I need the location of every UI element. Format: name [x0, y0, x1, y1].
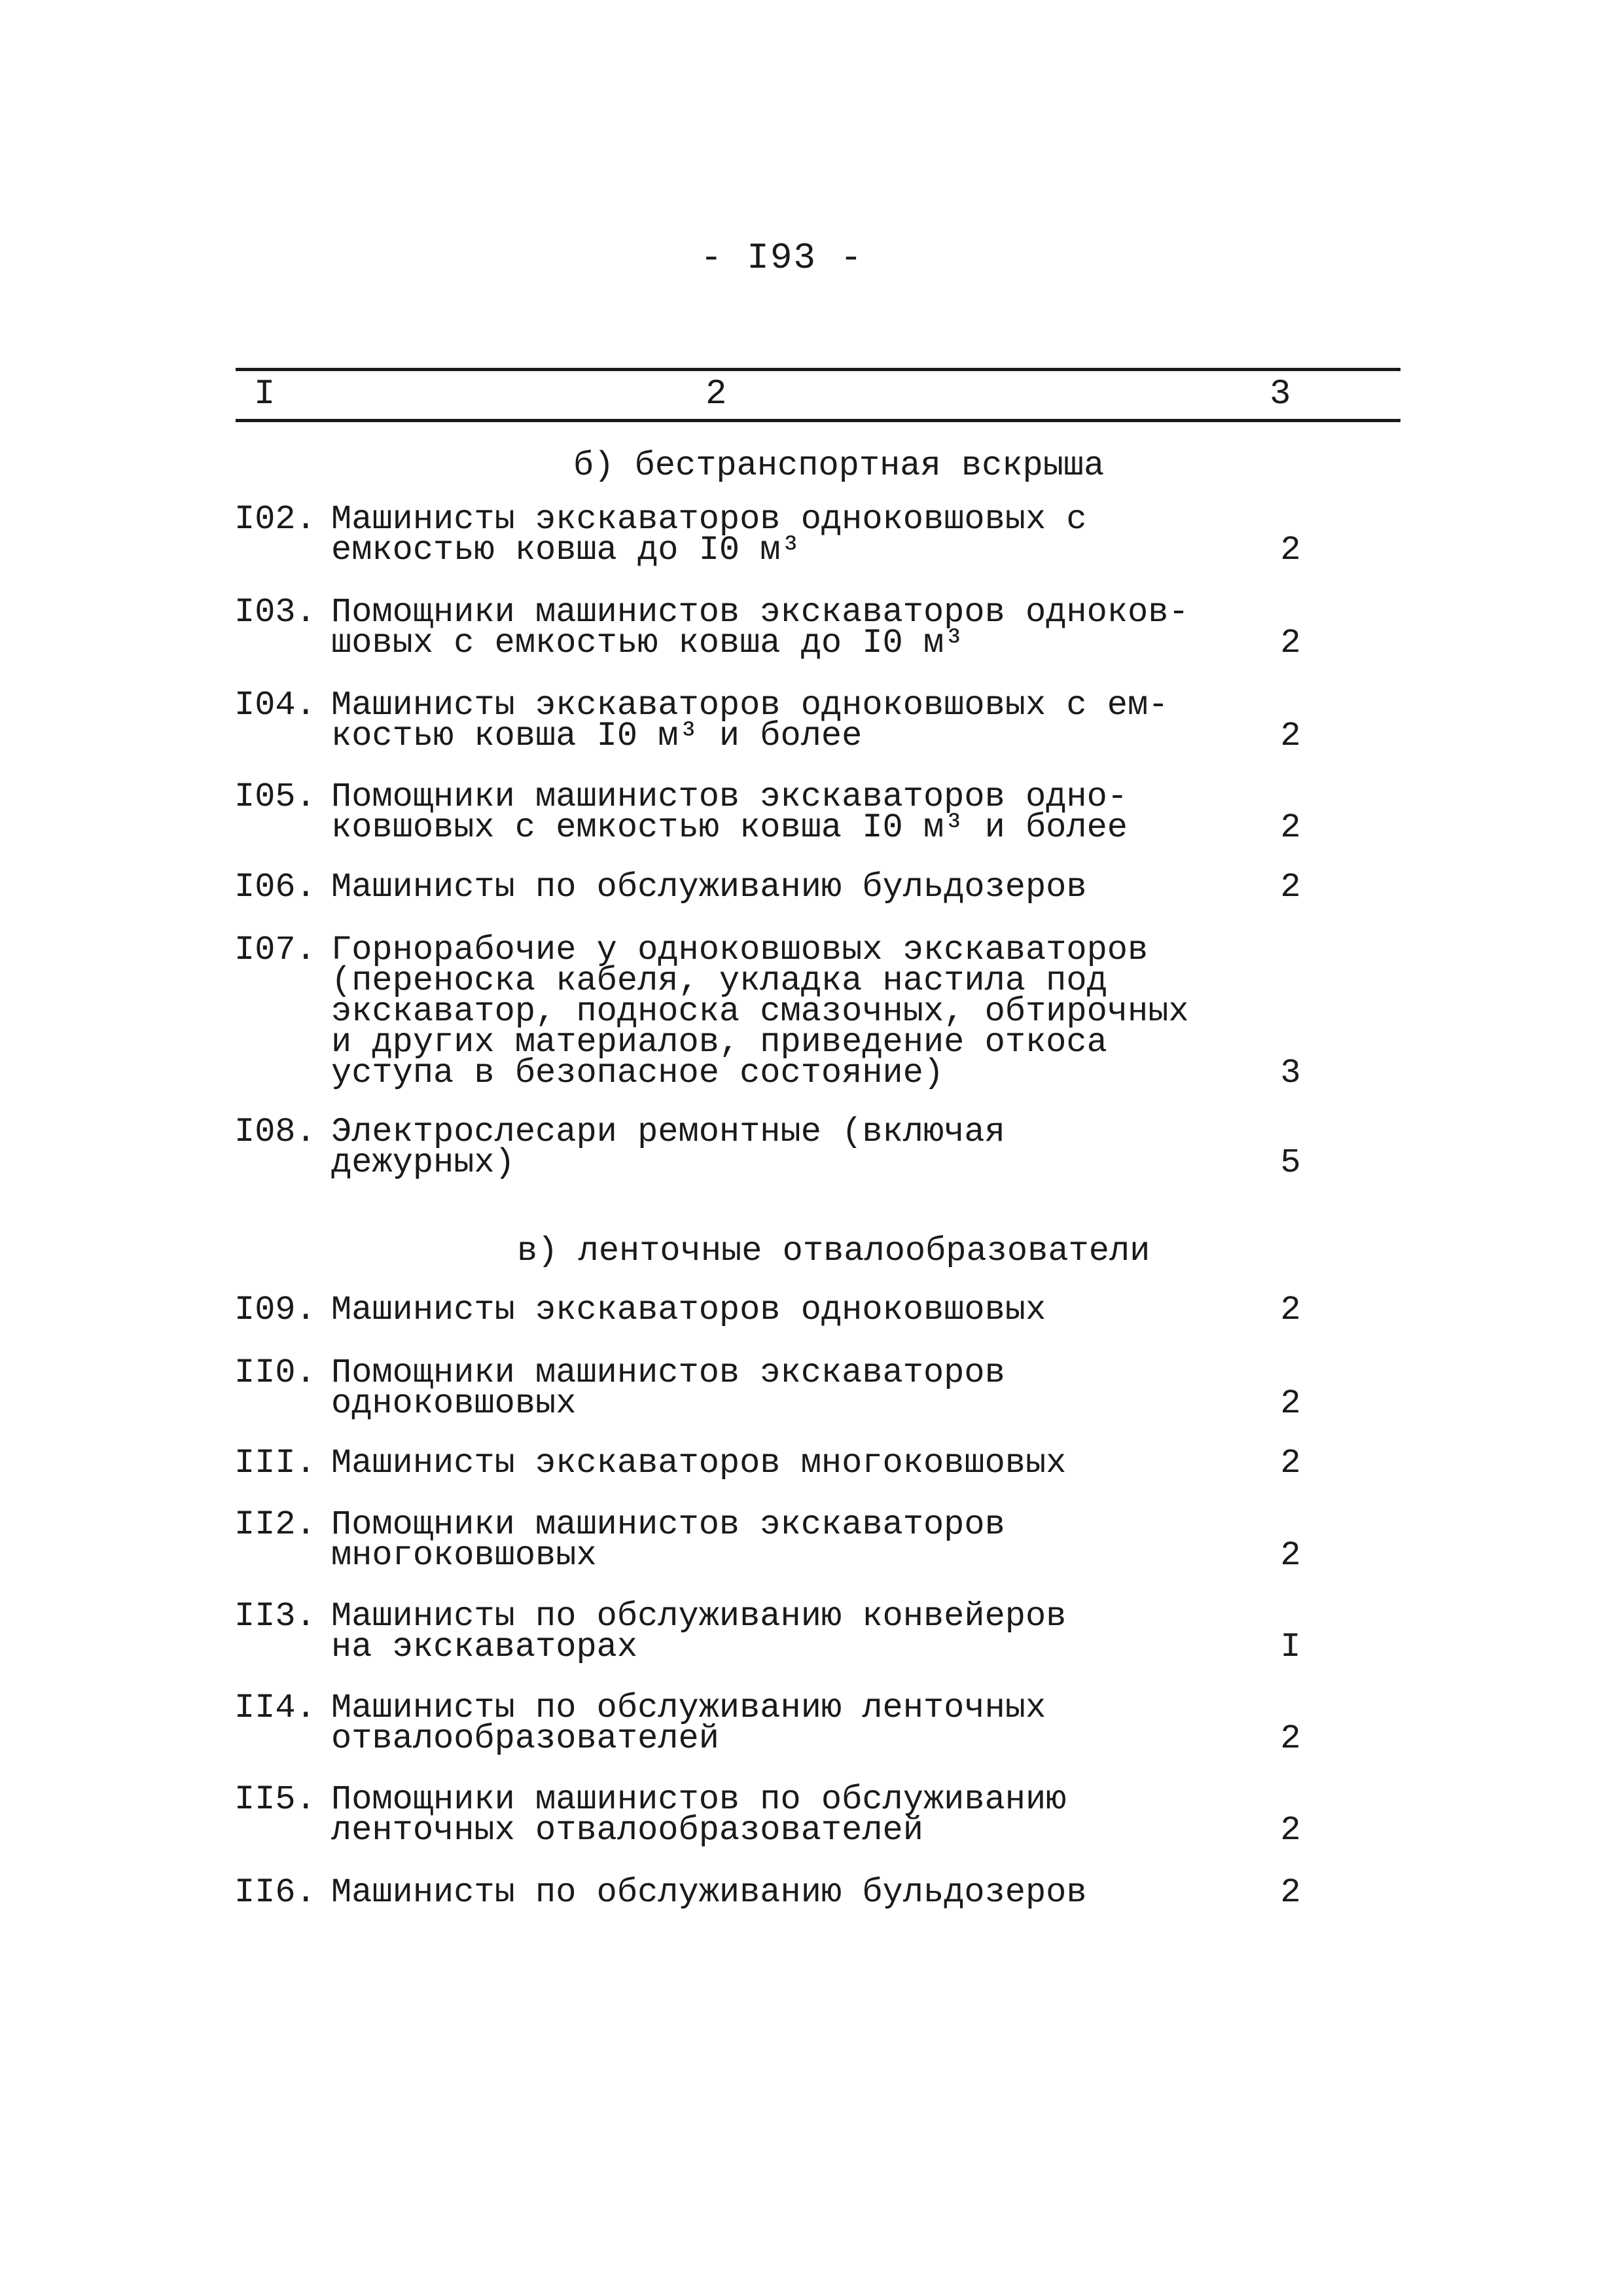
item-number: I06. [234, 868, 316, 906]
item-count: I [1280, 1628, 1301, 1666]
item-text: Помощники машинистов экскаваторов одноков- шовых с емкостью ковша до I0 м³ [331, 593, 1189, 662]
item-text: Машинисты экскаваторов одноковшовых [331, 1291, 1046, 1329]
section-title-v: в) ленточные отвалообразователи [517, 1232, 1150, 1270]
item-count: 2 [1280, 1384, 1301, 1423]
item-text: Горнорабочие у одноковшовых экскаваторов (переноска кабеля, укладка настила под экскаватор, подноска смазочных, обтирочных и других материалов, приведение откоса уступа в безопасное состояние) [331, 931, 1189, 1092]
item-text: Помощники машинистов экскаваторов многоковшовых [331, 1505, 1005, 1575]
item-number: II0. [234, 1354, 316, 1392]
item-number: I02. [234, 500, 316, 539]
item-text: Машинисты по обслуживанию бульдозеров [331, 868, 1087, 906]
item-number: I07. [234, 931, 316, 969]
column-header-3: 3 [1270, 374, 1291, 414]
item-number: II3. [234, 1597, 316, 1636]
item-text: Помощники машинистов экскаваторов одноковшовых [331, 1354, 1005, 1423]
item-number: II5. [234, 1780, 316, 1819]
item-number: II6. [234, 1873, 316, 1912]
item-count: 5 [1280, 1143, 1301, 1182]
item-text: Машинисты по обслуживанию конвейеров на экскаваторах [331, 1597, 1067, 1666]
section-title-b: б) бестранспортная вскрыша [573, 446, 1105, 485]
item-count: 2 [1280, 1444, 1301, 1482]
item-number: II2. [234, 1505, 316, 1544]
item-number: I04. [234, 686, 316, 725]
item-count: 2 [1280, 808, 1301, 847]
item-number: I08. [234, 1113, 316, 1151]
item-count: 2 [1280, 531, 1301, 569]
item-count: 2 [1280, 868, 1301, 906]
item-text: Машинисты экскаваторов многоковшовых [331, 1444, 1067, 1482]
item-count: 2 [1280, 1291, 1301, 1329]
item-number: II4. [234, 1689, 316, 1727]
item-text: Помощники машинистов по обслуживанию ленточных отвалообразователей [331, 1780, 1067, 1850]
item-text: Помощники машинистов экскаваторов одно- ковшовых с емкостью ковша I0 м³ и более [331, 778, 1128, 847]
item-number: III. [234, 1444, 316, 1482]
page-number: - I93 - [700, 237, 864, 279]
item-count: 2 [1280, 1719, 1301, 1758]
item-count: 2 [1280, 1811, 1301, 1850]
column-header-2: 2 [705, 374, 727, 414]
column-header-1: I [254, 374, 276, 414]
item-text: Машинисты по обслуживанию бульдозеров [331, 1873, 1087, 1912]
item-count: 2 [1280, 1873, 1301, 1912]
item-text: Машинисты по обслуживанию ленточных отвалообразователей [331, 1689, 1046, 1758]
table-top-rule [236, 368, 1400, 371]
item-text: Машинисты экскаваторов одноковшовых с емкостью ковша до I0 м³ [331, 500, 1087, 569]
item-count: 2 [1280, 717, 1301, 755]
table-header-rule [236, 419, 1400, 422]
item-text: Электрослесари ремонтные (включая дежурных) [331, 1113, 1005, 1182]
item-number: I09. [234, 1291, 316, 1329]
item-text: Машинисты экскаваторов одноковшовых с ем- костью ковша I0 м³ и более [331, 686, 1169, 755]
item-number: I05. [234, 778, 316, 816]
item-count: 3 [1280, 1054, 1301, 1092]
item-number: I03. [234, 593, 316, 632]
item-count: 2 [1280, 624, 1301, 662]
item-count: 2 [1280, 1536, 1301, 1575]
